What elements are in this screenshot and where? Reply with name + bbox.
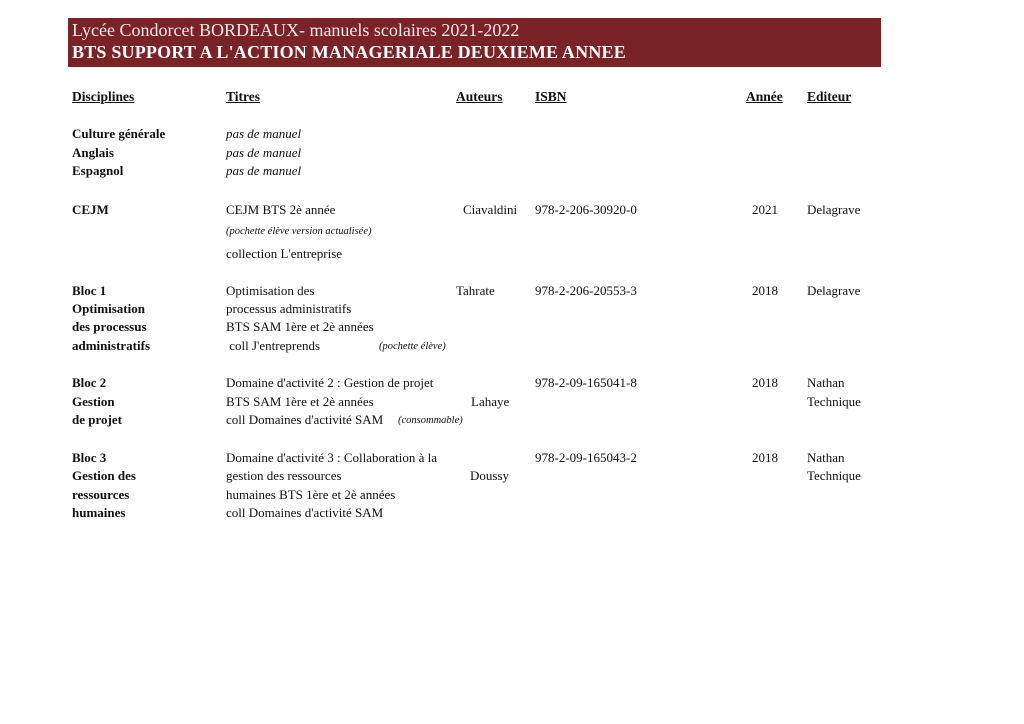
editeur: Delagrave [807,283,861,298]
school-title: Lycée Condorcet BORDEAUX- manuels scolaires 2021-2022 [72,20,520,40]
discipline-line: des processus [72,319,147,334]
titre-line: humaines BTS 1ère et 2è années [226,487,396,502]
titre-line: CEJM BTS 2è année [226,202,336,217]
titre-line: BTS SAM 1ère et 2è années [226,394,374,409]
auteur: Ciavaldini [463,202,518,217]
header-isbn: ISBN [535,89,567,104]
isbn: 978-2-09-165043-2 [535,450,637,465]
titre-line: coll J'entreprends [226,338,321,353]
header-annee: Année [746,89,783,104]
editeur: Nathan [807,450,845,465]
title-banner [68,18,881,67]
titre-line: coll Domaines d'activité SAM [226,505,384,520]
discipline-line: Bloc 1 [72,283,107,298]
discipline-anglais: Anglais [72,145,114,160]
auteur: Lahaye [471,394,510,409]
auteur: Doussy [470,468,510,483]
titre-line: Domaine d'activité 3 : Collaboration à la [226,450,438,465]
titre-line: collection L'entreprise [226,246,343,261]
titre-line: processus administratifs [226,301,352,316]
discipline-line: ressources [72,487,130,502]
header-auteurs: Auteurs [456,89,503,104]
titre-note: (pochette élève version actualisée) [226,226,372,237]
discipline-line: humaines [72,505,126,520]
annee: 2021 [752,202,778,217]
discipline-line: Gestion des [72,468,136,483]
titre-line: Optimisation des [226,283,315,298]
header-titres: Titres [226,89,261,104]
header-editeur: Editeur [807,89,852,104]
auteur: Tahrate [456,283,495,298]
discipline-line: administratifs [72,338,150,353]
titre-line: Domaine d'activité 2 : Gestion de projet [226,375,434,390]
titre-note: (pochette élève) [379,341,446,352]
titre-line: coll Domaines d'activité SAM [226,412,384,427]
editeur: Delagrave [807,202,861,217]
discipline-culture: Culture générale [72,126,166,141]
titre-line: gestion des ressources [226,468,342,483]
discipline-cejm: CEJM [72,202,109,217]
discipline-line: Bloc 3 [72,450,107,465]
titre-note: (consommable) [398,415,463,426]
program-title: BTS SUPPORT A L'ACTION MANAGERIALE DEUXIEME ANNEE [72,42,626,62]
discipline-line: Optimisation [72,301,145,316]
editeur: Technique [807,468,861,483]
annee: 2018 [752,283,778,298]
editeur: Technique [807,394,861,409]
isbn: 978-2-206-30920-0 [535,202,637,217]
editeur: Nathan [807,375,845,390]
discipline-espagnol: Espagnol [72,163,124,178]
discipline-line: Gestion [72,394,115,409]
isbn: 978-2-09-165041-8 [535,375,637,390]
annee: 2018 [752,450,778,465]
annee: 2018 [752,375,778,390]
discipline-line: de projet [72,412,122,427]
isbn: 978-2-206-20553-3 [535,283,637,298]
header-disciplines: Disciplines [72,89,135,104]
discipline-line: Bloc 2 [72,375,107,390]
titre-espagnol: pas de manuel [226,163,302,178]
titre-culture: pas de manuel [226,126,302,141]
titre-anglais: pas de manuel [226,145,302,160]
titre-line: BTS SAM 1ère et 2è années [226,319,374,334]
